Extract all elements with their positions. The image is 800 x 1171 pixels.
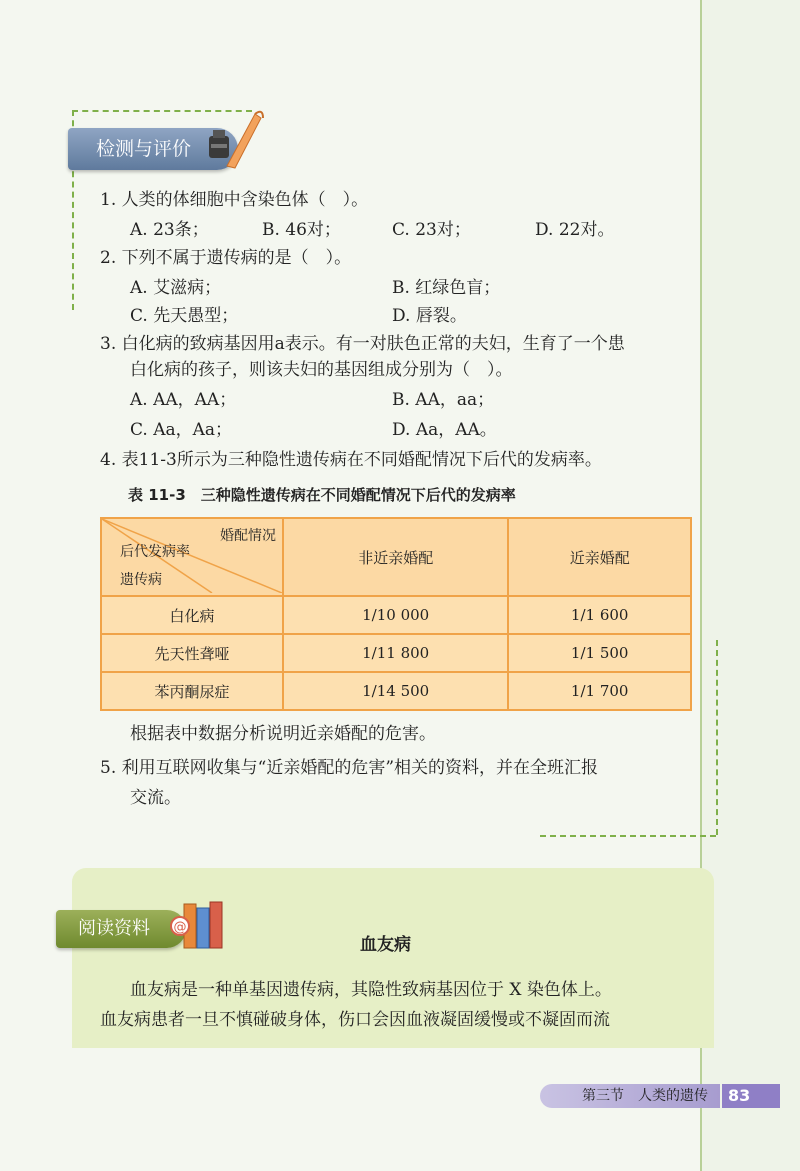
option-3d: D. Aa，AA。	[392, 420, 497, 440]
corner-label-disease: 遗传病	[120, 572, 162, 588]
option-3a: A. AA，AA；	[130, 390, 237, 410]
page-edge	[702, 0, 800, 1171]
reading-paragraph-line: 血友病是一种单基因遗传病，其隐性致病基因位于 X 染色体上。	[130, 980, 612, 1000]
chapter-footer: 第三节 人类的遗传	[540, 1084, 720, 1108]
table-corner-cell	[101, 518, 283, 596]
question-number: 2.	[100, 248, 117, 268]
question-3-continued: 白化病的孩子，则该夫妇的基因组成分别为（ ）。	[130, 360, 513, 380]
table-caption: 表 11-3 三种隐性遗传病在不同婚配情况下后代的发病率	[128, 486, 516, 504]
table-row	[101, 634, 691, 672]
option-1a: A. 23条；	[130, 220, 209, 240]
reading-label: 阅读资料	[56, 910, 186, 948]
option-2c: C. 先天愚型；	[130, 306, 239, 326]
rate-cell: 1/1 700	[508, 672, 691, 710]
table-header-row	[101, 518, 691, 596]
option-1d: D. 22对。	[535, 220, 615, 240]
question-text: 人类的体细胞中含染色体（ ）。	[121, 190, 369, 210]
question-number: 3.	[100, 334, 117, 354]
option-2b: B. 红绿色盲；	[392, 278, 501, 298]
disease-cell: 先天性聋哑	[101, 634, 283, 672]
rate-cell: 1/11 800	[283, 634, 508, 672]
question-number: 1.	[100, 190, 117, 210]
corner-label-incidence: 后代发病率	[120, 544, 190, 560]
question-5-continued: 交流。	[130, 788, 181, 808]
option-2d: D. 唇裂。	[392, 306, 467, 326]
table-analysis-prompt: 根据表中数据分析说明近亲婚配的危害。	[130, 724, 436, 744]
table-row	[101, 596, 691, 634]
question-text: 表11-3所示为三种隐性遗传病在不同婚配情况下后代的发病率。	[121, 450, 602, 470]
option-3c: C. Aa，Aa；	[130, 420, 233, 440]
question-text: 下列不属于遗传病的是（ ）。	[121, 248, 352, 268]
page-number: 83	[722, 1084, 780, 1108]
books-at-icon	[170, 900, 228, 952]
dashed-frame-bottom	[540, 835, 716, 837]
question-3	[100, 332, 625, 356]
question-text: 白化病的致病基因用a表示。有一对肤色正常的夫妇，生育了一个患	[121, 334, 625, 354]
column-header: 近亲婚配	[508, 518, 691, 596]
question-number: 5.	[100, 758, 117, 778]
option-1c: C. 23对；	[392, 220, 471, 240]
dashed-frame-right	[716, 640, 718, 835]
rate-cell: 1/1 600	[508, 596, 691, 634]
disease-cell: 白化病	[101, 596, 283, 634]
column-header: 非近亲婚配	[283, 518, 508, 596]
option-3b: B. AA，aa；	[392, 390, 495, 410]
reading-title: 血友病	[360, 935, 411, 955]
inkwell-quill-icon	[205, 108, 265, 170]
reading-paragraph-line: 血友病患者一旦不慎碰破身体，伤口会因血液凝固缓慢或不凝固而流	[100, 1010, 610, 1030]
section-title: 检测与评价	[68, 128, 238, 170]
rate-cell: 1/10 000	[283, 596, 508, 634]
question-4	[100, 448, 602, 472]
question-5	[100, 756, 598, 780]
rate-cell: 1/1 500	[508, 634, 691, 672]
rate-cell: 1/14 500	[283, 672, 508, 710]
question-1	[100, 188, 368, 212]
incidence-table	[100, 517, 692, 711]
option-1b: B. 46对；	[262, 220, 341, 240]
question-number: 4.	[100, 450, 117, 470]
corner-label-marriage: 婚配情况	[220, 528, 276, 544]
svg-text:@: @	[173, 920, 187, 935]
disease-cell: 苯丙酮尿症	[101, 672, 283, 710]
option-2a: A. 艾滋病；	[130, 278, 222, 298]
question-text: 利用互联网收集与“近亲婚配的危害”相关的资料，并在全班汇报	[121, 758, 599, 778]
question-2	[100, 246, 351, 270]
table-row	[101, 672, 691, 710]
